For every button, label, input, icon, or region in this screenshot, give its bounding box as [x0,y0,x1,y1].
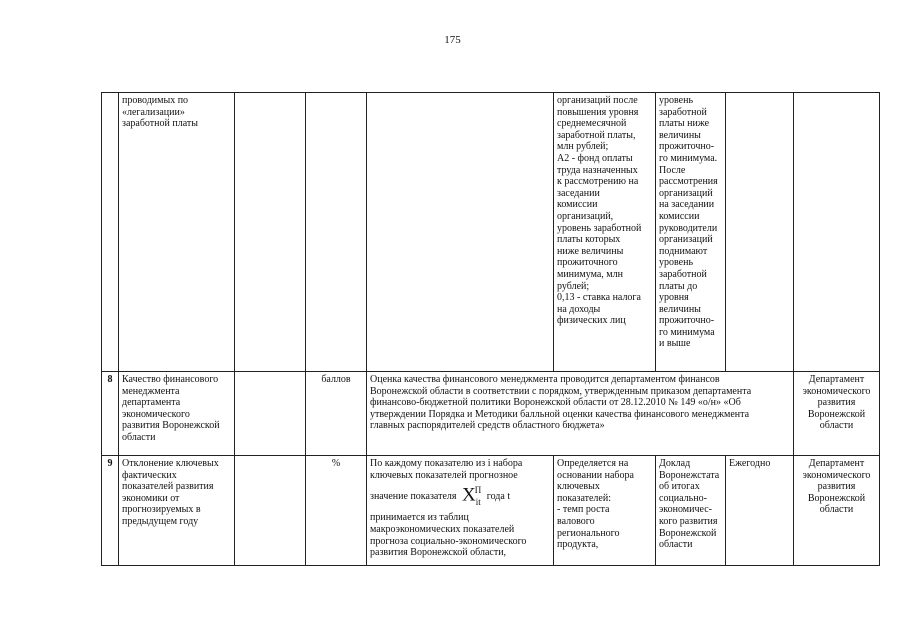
indicator-name: Отклонение ключевых фактических показателей развития экономики от прогнозируемых в предыдущем году [119,456,235,566]
responsible-cell [794,93,880,372]
formula-description-cell: организаций после повышения уровня среднемесячной заработной платы, млн рублей; А2 - фонд оплаты труда назначенных к рассмотрению на заседании комиссии организаций, уровень заработной платы которых ниже величины прожиточного минимума, млн рублей; 0,13 - ставка налога на доходы физических лиц [554,93,656,372]
indicators-table [101,92,880,566]
empty-cell [235,456,306,566]
formula-suffix: года t [486,491,511,503]
method-text-top: По каждому показателю из i набора ключевых показателей прогнозное [370,458,523,481]
table-row [102,372,880,456]
data-source-cell: Доклад Воронежстата об итогах социально- экономичес- кого развития Воронежской области [656,456,726,566]
data-source-cell: уровень заработной платы ниже величины прожиточно- го минимума. После рассмотрения организаций на заседании комиссии руководители организаций поднимают уровень заработной платы до уровня величины прожиточно- го минимума и выше [656,93,726,372]
empty-cell [235,93,306,372]
formula-line [370,481,550,512]
indicator-name: проводимых по «легализации» заработной платы [119,93,235,372]
formula-prefix: значение показателя [370,491,457,503]
merged-method-cell: Оценка качества финансового менеджмента проводится департаментом финансов Воронежской области в соответствии с порядком, утвержденным приказом департамента финансово-бюджетной политики Воронежской области от 28.12.2010 № 149 «о/н» «Об утверждении Порядка и Методики балльной оценки качества финансового менеджмента главных распорядителей средств областного бюджета» [367,372,794,456]
method-cell [367,456,554,566]
page-number: 175 [444,34,461,46]
row-number [102,93,119,372]
period-cell: Ежегодно [726,456,794,566]
row-number: 9 [102,456,119,566]
formula-description-cell: Определяется на основании набора ключевых показателей: - темп роста валового регионального продукта, [554,456,656,566]
table-row [102,456,880,566]
method-text-bottom: принимается из таблиц макроэкономических показателей прогноза социально-экономического развития Воронежской области, [370,512,527,559]
unit-cell [306,93,367,372]
responsible-cell: Департамент экономического развития Воронежской области [794,456,880,566]
indicator-name: Качество финансового менеджмента департамента экономического развития Воронежской области [119,372,235,456]
formula-symbol: $X_{it}^П$ [461,484,482,508]
table-row [102,93,880,372]
unit-cell: % [306,456,367,566]
unit-cell: баллов [306,372,367,456]
method-cell [367,93,554,372]
row-number: 8 [102,372,119,456]
empty-cell [235,372,306,456]
period-cell [726,93,794,372]
responsible-cell: Департамент экономического развития Воронежской области [794,372,880,456]
